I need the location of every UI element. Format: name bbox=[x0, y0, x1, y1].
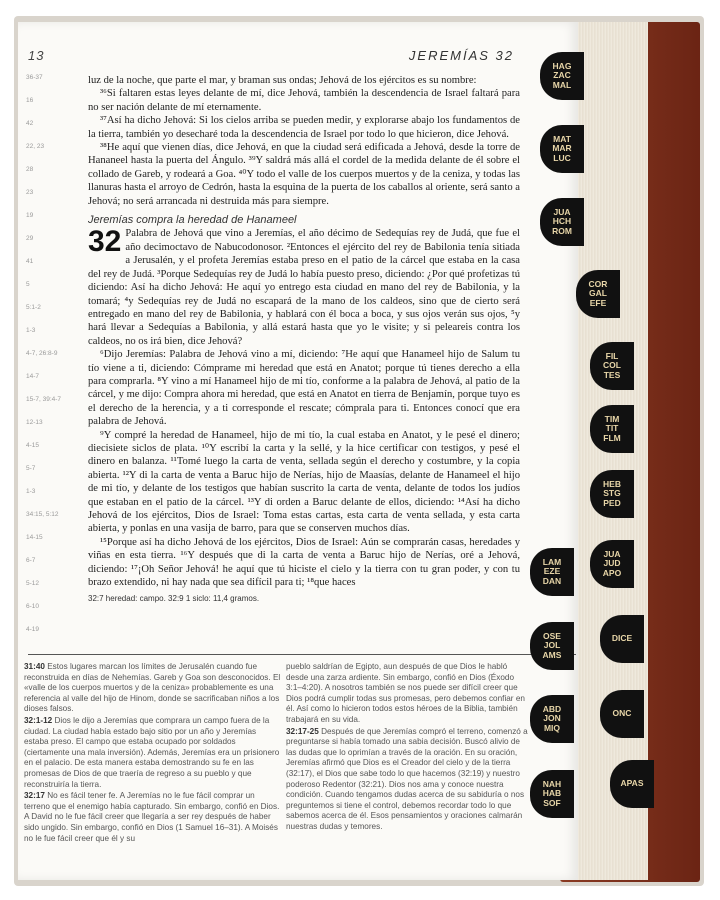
study-note-text: No es fácil tener fe. A Jeremías no le fue fácil comprar un terreno que el enemigo había capturado. Sin embargo, confió en Dios. A David no le fue fácil creer que llegaría a ser rey después de haber sido ungido. Sin embargo, confió en Dios (1 Samuel 16–31). A Moisés no le fue fácil creer que él y su bbox=[24, 791, 280, 843]
tab-label: LUC bbox=[553, 152, 571, 163]
cross-reference: 6-7 bbox=[26, 557, 36, 564]
tab-label: ZAC bbox=[553, 70, 571, 81]
tab-label: JUA bbox=[603, 548, 621, 559]
tab-label: EZE bbox=[543, 566, 561, 577]
tab-label: APO bbox=[602, 567, 622, 578]
tab-label: STG bbox=[603, 488, 621, 499]
study-note-text: Estos lugares marcan los límites de Jerusalén cuando fue reconstruida en días de Nehemías. Gareb y Goa son desconocidos. El «valle de los cuerpos muertos y de la ceniza» probablemente es una referencia al valle del hijo de Hinom, donde se sacrificaban niños a los dioses falsos. bbox=[24, 662, 281, 714]
cross-reference: 4-7, 26:8-9 bbox=[26, 350, 58, 357]
book-index-tab[interactable] bbox=[590, 342, 634, 390]
cross-reference: 1-3 bbox=[26, 327, 36, 334]
cross-reference: 14-7 bbox=[26, 373, 40, 380]
tab-label: DAN bbox=[542, 575, 562, 586]
book-index-tab[interactable] bbox=[530, 770, 574, 818]
study-note-reference: 31:40 bbox=[24, 662, 48, 671]
section-heading: Jeremías compra la heredad de Hanameel bbox=[88, 214, 297, 227]
tab-label: HEB bbox=[603, 478, 621, 489]
verse-paragraph: ⁹Y compré la heredad de Hanameel, hijo de mi tío, la cual estaba en Anatot, y le pesé el dinero; diecisiete siclos de plata. ¹⁰Y escribí la carta y la sellé, y la hice certificar con testigos, y pesé el dinero en balanza. ¹¹Tomé luego la carta de venta, sellada según el derecho y costumbre, y la copia abierta. ¹²Y di la carta de venta a Baruc hijo de Nerías, hijo de Maasías, delante de Hanameel el hijo de mi tío, y delante de los testigos que habían suscrito la carta de venta, delante de todos los judíos que estaban en el patio de la cárcel. ¹³Y di orden a Baruc delante de ellos, diciendo: ¹⁴Así ha dicho Jehová de los ejércitos, Dios de Israel: Toma estas cartas, esta carta de venta sellada, y esta carta abierta, y ponlas en una vasija de barro, para que se conserven muchos días. bbox=[88, 429, 520, 535]
book-index-tab[interactable] bbox=[600, 615, 644, 663]
book-index-tab[interactable] bbox=[590, 470, 634, 518]
book-index-tab[interactable] bbox=[530, 622, 574, 670]
tab-label: HAB bbox=[542, 788, 562, 799]
tab-label: COR bbox=[588, 278, 608, 289]
tab-label: JUA bbox=[553, 206, 571, 217]
book-index-tab[interactable] bbox=[530, 548, 574, 596]
tab-label: COL bbox=[603, 360, 621, 371]
cross-reference: 23 bbox=[26, 189, 34, 196]
book-chapter-heading: JEREMÍAS 32 bbox=[408, 48, 514, 63]
cross-reference: 29 bbox=[26, 235, 34, 242]
verse-paragraph: ³⁷Así ha dicho Jehová: Si los cielos arriba se pueden medir, y explorarse abajo los fundamentos de la tierra, también yo desecharé toda la descendencia de Israel por todo lo que hicieron, dice Jehová. bbox=[88, 115, 520, 140]
tab-label: TIM bbox=[604, 413, 620, 424]
cross-reference: 4-15 bbox=[26, 442, 40, 449]
book-index-tab[interactable] bbox=[540, 52, 584, 100]
study-note-text: pueblo saldrían de Egipto, aun después de que Dios le habló desde una zarza ardiente. Sin embargo, confió en Dios (Éxodo 3:1–4:20). A nosotros también se nos puede ser difícil creer que Dios podrá cumplir todas sus promesas, pero debemos confiar en él. Así como lo hicieron todos estos héroes de la Biblia, también trabajará en su vida. bbox=[286, 662, 525, 724]
study-notes-right bbox=[286, 662, 531, 834]
chapter-number: 32 bbox=[88, 225, 122, 259]
tab-label: PED bbox=[603, 497, 621, 508]
verse-paragraph: ³⁶Si faltaren estas leyes delante de mí, dice Jehová, también la descendencia de Israel faltará para no ser nación delante de mí eternamente. bbox=[88, 88, 520, 113]
tab-label: AMS bbox=[542, 649, 562, 660]
tab-label: JOL bbox=[543, 640, 561, 651]
study-note bbox=[24, 662, 282, 715]
study-note bbox=[24, 791, 282, 844]
verse-text: Palabra de Jehová que vino a Jeremías, el año décimo de Sedequías rey de Judá, que fue el año decimoctavo de Nabucodonosor. ²Entonces el ejército del rey de Babilonia tenía sitiada a Jerusalén, y el profeta Jeremías estaba preso en el patio de la cárcel que estaba en la casa del rey de Judá. ³Porque Sedequías rey de Judá lo había puesto preso, diciendo: ¿Por qué profetizas tú diciendo: Así ha dicho Jehová: He aquí yo entrego esta ciudad en mano del rey de Babilonia, y la tomará; ⁴y Sedequías rey de Judá no escapará de la mano de los caldeos, sino que de cierto será entregado en mano del rey de Babilonia, y hablará con él boca a boca, y sus ojos verán sus ojos, ⁵y hará llevar a Sedequías a Babilonia, y allá estará hasta que yo le visite; y si peleareis contra los caldeos, no os irá bien, dice Jehová? bbox=[88, 228, 520, 347]
tab-label: FIL bbox=[605, 350, 619, 361]
tab-label: LAM bbox=[542, 556, 562, 567]
tab-label: TES bbox=[603, 369, 621, 380]
cross-reference: 28 bbox=[26, 166, 34, 173]
cross-reference: 12-13 bbox=[26, 419, 43, 426]
scripture-text bbox=[88, 74, 520, 606]
tab-label: JON bbox=[543, 713, 561, 724]
tab-label: ONC bbox=[612, 708, 632, 719]
tab-label: GAL bbox=[589, 288, 607, 299]
cross-reference: 15-7, 39:4-7 bbox=[26, 396, 62, 403]
tab-label: APAS bbox=[620, 778, 644, 789]
cross-reference: 36-37 bbox=[26, 74, 43, 81]
cross-reference: 41 bbox=[26, 258, 34, 265]
cross-reference: 5-12 bbox=[26, 580, 40, 587]
cross-reference: 5 bbox=[26, 281, 30, 288]
cross-reference: 42 bbox=[26, 120, 34, 127]
tab-label: TIT bbox=[605, 423, 619, 434]
book-index-tab[interactable] bbox=[540, 198, 584, 246]
chapter-paragraph bbox=[88, 227, 520, 348]
running-head bbox=[18, 22, 578, 62]
book-index-tab[interactable] bbox=[530, 695, 574, 743]
cross-reference: 19 bbox=[26, 212, 34, 219]
cross-reference: 16 bbox=[26, 97, 34, 104]
study-note bbox=[286, 727, 531, 833]
cross-reference: 34:15, 5:12 bbox=[26, 511, 59, 518]
book-index-tab[interactable] bbox=[590, 405, 634, 453]
study-note bbox=[286, 662, 531, 726]
verse-paragraph: ⁶Dijo Jeremías: Palabra de Jehová vino a mí, diciendo: ⁷He aquí que Hanameel hijo de Salum tu tío viene a ti, diciendo: Cómprame mi heredad que está en Anatot; porque tú tienes derecho a ella para comprarla. ⁸Y vino a mí Hanameel hijo de mi tío, conforme a la palabra de Jehová, al patio de la cárcel, y me dijo: Compra ahora mi heredad, que está en Anatot en tierra de Benjamín, porque tuyo es el derecho de la herencia, y a ti corresponde el rescate; cómprala para ti. Entonces conocí que era palabra de Jehová. bbox=[88, 349, 520, 428]
book-index-tab[interactable] bbox=[590, 540, 634, 588]
tab-label: MAR bbox=[552, 143, 572, 154]
cross-reference-column bbox=[26, 74, 82, 654]
cross-reference: 5-7 bbox=[26, 465, 36, 472]
book-index-tab[interactable] bbox=[576, 270, 620, 318]
tab-label: HCH bbox=[552, 216, 572, 227]
tab-label: ABD bbox=[542, 703, 562, 714]
bible-page bbox=[18, 22, 578, 880]
footnote: 32:7 heredad: campo. 32:9 1 siclo: 11,4 gramos. bbox=[88, 594, 260, 604]
verse-paragraph: luz de la noche, que parte el mar, y braman sus ondas; Jehová de los ejércitos es su nombre: bbox=[88, 75, 477, 86]
cross-reference: 22, 23 bbox=[26, 143, 45, 150]
study-note-text: Dios le dijo a Jeremías que comprara un campo fuera de la ciudad. La ciudad había estado bajo sitio por un año y Jeremías estaba preso. El campo que estaba ocupado por soldados (ciertamente una mala inversión). Además, Jeremías era un prisionero en el palacio. De esta manera estaba demostrando su fe en las promesas de Dios de que traería de regreso a su pueblo y que reconstruiría la tierra. bbox=[24, 715, 280, 789]
study-notes-left bbox=[24, 662, 282, 845]
study-note bbox=[24, 716, 282, 790]
study-note-reference: 32:1-12 bbox=[24, 715, 55, 725]
cross-reference: 6-10 bbox=[26, 603, 40, 610]
tab-label: JUD bbox=[603, 558, 621, 569]
verse-paragraph: ³⁸He aquí que vienen días, dice Jehová, en que la ciudad será edificada a Jehová, desde la torre de Hananeel hasta la puerta del Ángulo. ³⁹Y saldrá más allá el cordel de la medida delante de él sobre el collado de Gareb, y rodeará a Goa. ⁴⁰Y todo el valle de los cuerpos muertos y de la ceniza, y todas las llanuras hasta el arroyo de Cedrón, hasta la esquina de la puerta de los caballos al oriente, será santo a Jehová; no será arrancada ni destruida más para siempre. bbox=[88, 142, 520, 207]
page-number: 13 bbox=[28, 48, 45, 63]
tab-label: NAH bbox=[542, 778, 562, 789]
book-index-tab[interactable] bbox=[610, 760, 654, 808]
cross-reference: 4-19 bbox=[26, 626, 40, 633]
tab-label: FLM bbox=[603, 432, 621, 443]
book-index-tab[interactable] bbox=[540, 125, 584, 173]
tab-label: EFE bbox=[589, 297, 607, 308]
book-index-tab[interactable] bbox=[600, 690, 644, 738]
tab-label: HAG bbox=[552, 60, 572, 71]
tab-label: MAT bbox=[553, 133, 571, 144]
tab-label: OSE bbox=[543, 630, 561, 641]
verse-paragraph: ¹⁵Porque así ha dicho Jehová de los ejércitos, Dios de Israel: Aún se comprarán casas, heredades y viñas en esta tierra. ¹⁶Y después que di la carta de venta a Baruc hijo de Nerías, oré a Jehová, diciendo: ¹⁷¡Oh Señor Jehová! he aquí que tú hiciste el cielo y la tierra con tu gran poder, y con tu brazo extendido, ni hay nada que sea difícil para ti; ¹⁸que haces bbox=[88, 536, 520, 589]
cross-reference: 14-15 bbox=[26, 534, 43, 541]
study-note-reference: 32:17 bbox=[24, 791, 48, 801]
tab-label: SOF bbox=[543, 797, 561, 808]
study-note-reference: 32:17-25 bbox=[286, 726, 322, 736]
study-note-text: Después de que Jeremías compró el terreno, comenzó a preguntarse si había tomado una sabia decisión. Buscó alivio de las dudas que lo oprimían a través de la oración. En su oración, Jeremías afirmó que Dios es el Creador del cielo y de la tierra (32:17), el Dios que sabe todo lo que hacemos (32:19) y nuestro poderoso Redentor (32:21). Dios nos ama y conoce nuestra condición. Cuando tengamos dudas acerca de su sabiduría o nos preguntemos si tiene el control, debemos recordar todo lo que sabemos acerca de él. Esos pensamientos y oraciones calmarán nuestras dudas y temores. bbox=[286, 726, 528, 831]
cross-reference: 5:1-2 bbox=[26, 304, 41, 311]
notes-divider bbox=[28, 654, 576, 655]
tab-label: ROM bbox=[552, 225, 572, 236]
tab-label: MIQ bbox=[543, 722, 561, 733]
cross-reference: 1-3 bbox=[26, 488, 36, 495]
tab-label: DICE bbox=[611, 633, 633, 644]
tab-label: MAL bbox=[552, 79, 572, 90]
